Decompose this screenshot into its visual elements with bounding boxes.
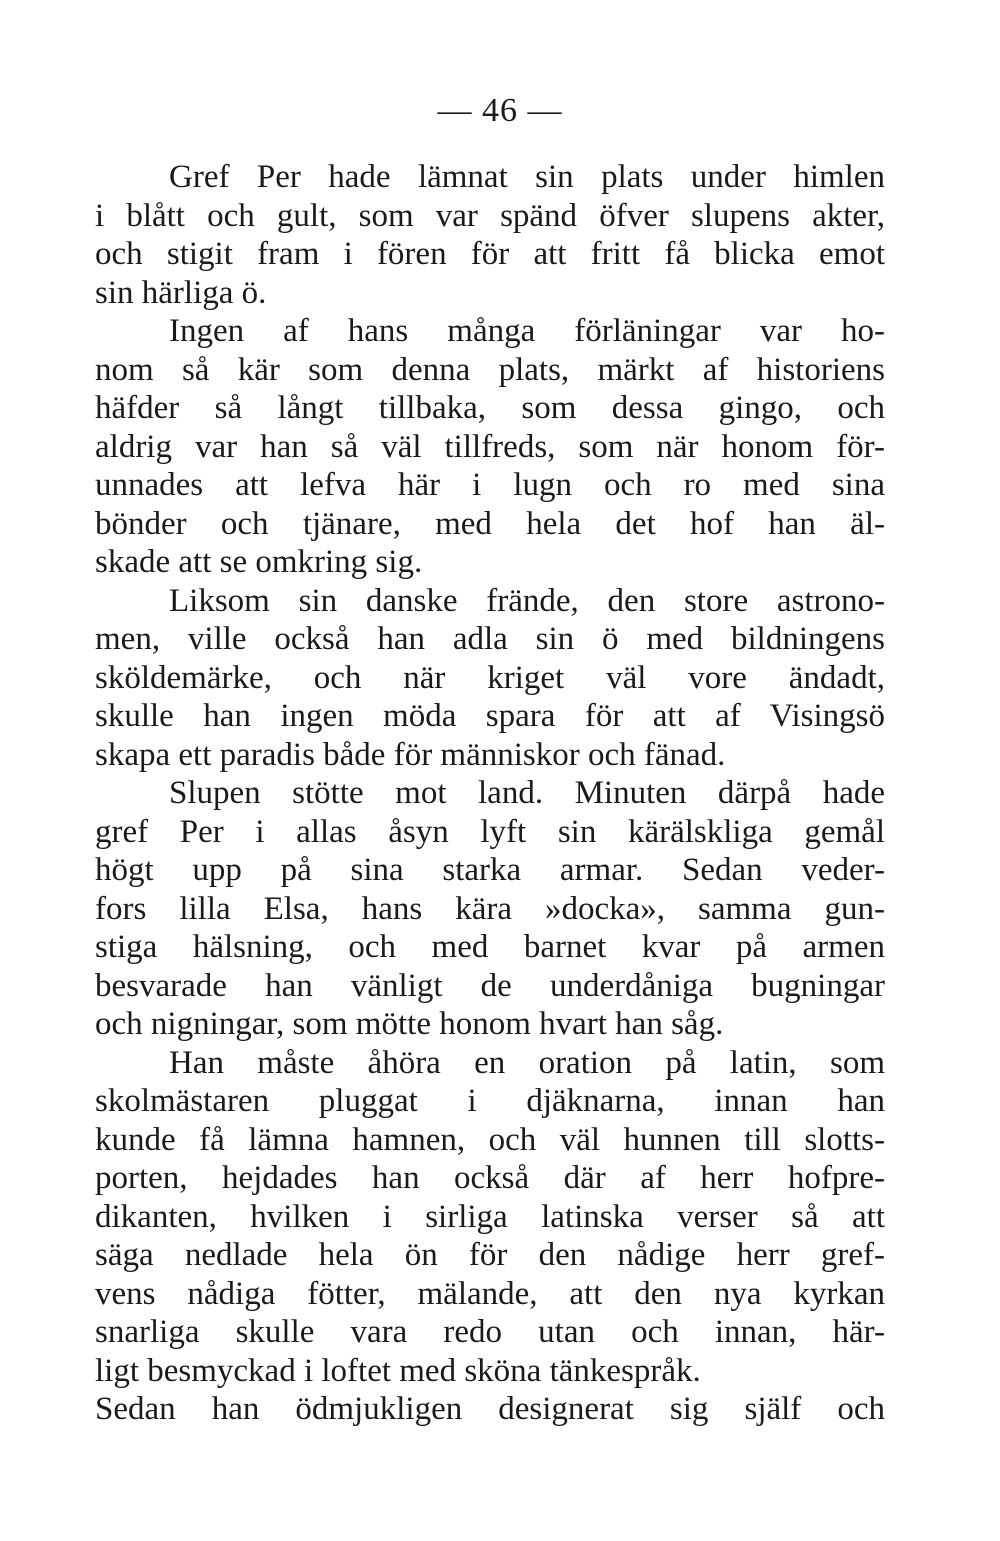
text-line: i blått och gult, som var spänd öfver slupens akter, <box>95 197 885 234</box>
body-text <box>95 158 885 1429</box>
text-line: Gref Per hade lämnat sin plats under himlen <box>169 159 885 195</box>
text-line: säga nedlade hela ön för den nådige herr gref- <box>95 1237 885 1273</box>
text-line: skade att se omkring sig. <box>95 544 423 580</box>
text-line: häfder så långt tillbaka, som dessa gingo, och <box>95 390 885 426</box>
page-number: — 46 — <box>437 92 563 129</box>
text-line: dikanten, hvilken i sirliga latinska verser så att <box>95 1198 885 1235</box>
text-line: porten, hejdades han också där af herr hofpre- <box>95 1160 885 1196</box>
text-line: och stigit fram i fören för att fritt få blicka emot <box>95 236 885 272</box>
text-line: skulle han ingen möda spara för att af Visingsö <box>95 698 885 734</box>
text-line: stiga hälsning, och med barnet kvar på armen <box>95 929 885 965</box>
text-line: Han måste åhöra en oration på latin, som <box>169 1044 885 1081</box>
text-line: nom så kär som denna plats, märkt af historiens <box>95 351 885 388</box>
text-line: skolmästaren pluggat i djäknarna, innan han <box>95 1083 885 1119</box>
text-line: fors lilla Elsa, hans kära »docka», samma gun- <box>95 890 885 927</box>
text-line: snarliga skulle vara redo utan och innan, här- <box>95 1314 885 1350</box>
text-line: vens nådiga fötter, mälande, att den nya kyrkan <box>95 1275 885 1312</box>
text-line: kunde få lämna hamnen, och väl hunnen till slotts- <box>95 1121 885 1158</box>
text-line: bönder och tjänare, med hela det hof han äl- <box>95 505 885 542</box>
text-line: besvarade han vänligt de underdåniga bugningar <box>95 967 885 1004</box>
text-line: skapa ett paradis både för människor och fänad. <box>95 736 726 773</box>
text-line: Liksom sin danske frände, den store astrono- <box>169 582 885 619</box>
text-line: aldrig var han så väl tillfreds, som när honom för- <box>95 428 885 465</box>
text-line: sin härliga ö. <box>95 274 267 311</box>
text-line: Sedan han ödmjukligen designerat sig själf och <box>95 1391 885 1427</box>
text-line: unnades att lefva här i lugn och ro med sina <box>95 467 885 503</box>
text-line: och nigningar, som mötte honom hvart han såg. <box>95 1006 724 1042</box>
text-line: Slupen stötte mot land. Minuten därpå hade <box>169 775 885 811</box>
text-line: Ingen af hans många förläningar var ho- <box>169 313 885 349</box>
text-line: gref Per i allas åsyn lyft sin kärälskliga gemål <box>95 813 885 850</box>
text-line: men, ville också han adla sin ö med bildningens <box>95 621 885 657</box>
text-line: sköldemärke, och när kriget väl vore ändadt, <box>95 659 885 696</box>
text-line: ligt besmyckad i loftet med sköna tänkespråk. <box>95 1352 701 1389</box>
text-line: högt upp på sina starka armar. Sedan veder- <box>95 852 885 888</box>
